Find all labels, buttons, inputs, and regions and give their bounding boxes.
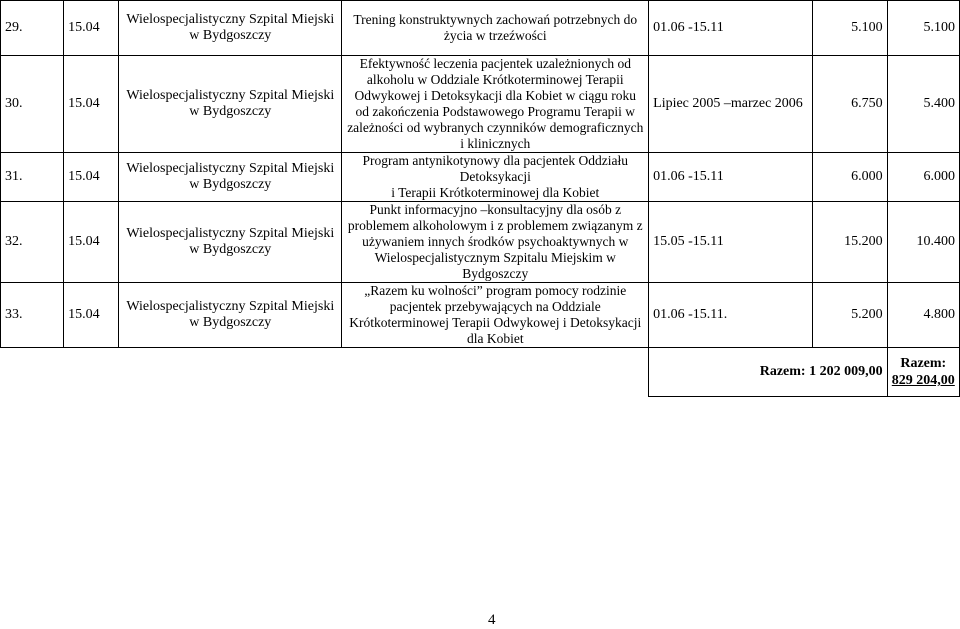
row-amount-granted: 5.100 xyxy=(887,1,959,56)
row-task xyxy=(342,153,649,202)
totals-row xyxy=(1,348,960,397)
row-task-line: Trening konstruktywnych zachowań potrzebnych do życia w trzeźwości xyxy=(353,12,638,43)
row-institution: Wielospecjalistyczny Szpital Miejski w Bydgoszczy xyxy=(119,153,342,202)
row-institution: Wielospecjalistyczny Szpital Miejski w Bydgoszczy xyxy=(119,1,342,56)
row-number: 29. xyxy=(1,1,64,56)
total-granted-label: Razem: xyxy=(900,356,947,371)
row-institution: Wielospecjalistyczny Szpital Miejski w Bydgoszczy xyxy=(119,56,342,153)
row-number: 30. xyxy=(1,56,64,153)
row-task-line: Program antynikotynowy dla pacjentek Oddziału Detoksykacji xyxy=(362,153,628,184)
row-number: 33. xyxy=(1,283,64,348)
row-task xyxy=(342,283,649,348)
row-task xyxy=(342,202,649,283)
row-amount-granted: 6.000 xyxy=(887,153,959,202)
row-amount-requested: 15.200 xyxy=(813,202,887,283)
row-task-line: i Terapii Krótkoterminowej dla Kobiet xyxy=(391,185,600,200)
table-row xyxy=(1,56,960,153)
row-institution: Wielospecjalistyczny Szpital Miejski w Bydgoszczy xyxy=(119,283,342,348)
row-institution: Wielospecjalistyczny Szpital Miejski w Bydgoszczy xyxy=(119,202,342,283)
table-row xyxy=(1,283,960,348)
row-task-line: Punkt informacyjno –konsultacyjny dla osób z problemem alkoholowym i z problemem związanym z używaniem innych środków psychoaktywnych w Wielospecjalistycznym Szpitalu Miejskim w Bydgoszczy xyxy=(347,202,643,281)
table-row xyxy=(1,1,960,56)
row-date: 15.04 xyxy=(64,202,119,283)
row-term: 15.05 -15.11 xyxy=(649,202,813,283)
total-granted xyxy=(887,348,959,397)
row-term: 01.06 -15.11. xyxy=(649,283,813,348)
row-term: 01.06 -15.11 xyxy=(649,1,813,56)
row-amount-requested: 5.100 xyxy=(813,1,887,56)
row-task-line: Efektywność leczenia pacjentek uzależnionych od alkoholu w Oddziale Krótkoterminowej Terapii Odwykowej i Detoksykacji dla Kobiet w ciągu roku od zakończenia Podstawowego Programu Terapii w zależności od wybranych czynników demograficznych i klinicznych xyxy=(347,56,644,151)
page-number: 4 xyxy=(488,612,496,628)
table-row xyxy=(1,202,960,283)
row-term: 01.06 -15.11 xyxy=(649,153,813,202)
table-row xyxy=(1,153,960,202)
row-date: 15.04 xyxy=(64,56,119,153)
row-task xyxy=(342,1,649,56)
row-date: 15.04 xyxy=(64,153,119,202)
row-amount-requested: 6.750 xyxy=(813,56,887,153)
row-task xyxy=(342,56,649,153)
row-amount-requested: 6.000 xyxy=(813,153,887,202)
total-granted-value: 829 204,00 xyxy=(891,373,955,388)
total-requested: Razem: 1 202 009,00 xyxy=(649,348,887,397)
row-task-line: „Razem ku wolności” program pomocy rodzinie pacjentek przebywających na Oddziale Krótkoterminowej Terapii Odwykowej i Detoksykacji dla Kobiet xyxy=(349,283,642,346)
row-date: 15.04 xyxy=(64,1,119,56)
row-amount-granted: 5.400 xyxy=(887,56,959,153)
row-number: 31. xyxy=(1,153,64,202)
row-number: 32. xyxy=(1,202,64,283)
row-amount-granted: 10.400 xyxy=(887,202,959,283)
row-date: 15.04 xyxy=(64,283,119,348)
row-amount-requested: 5.200 xyxy=(813,283,887,348)
row-term: Lipiec 2005 –marzec 2006 xyxy=(649,56,813,153)
row-amount-granted: 4.800 xyxy=(887,283,959,348)
